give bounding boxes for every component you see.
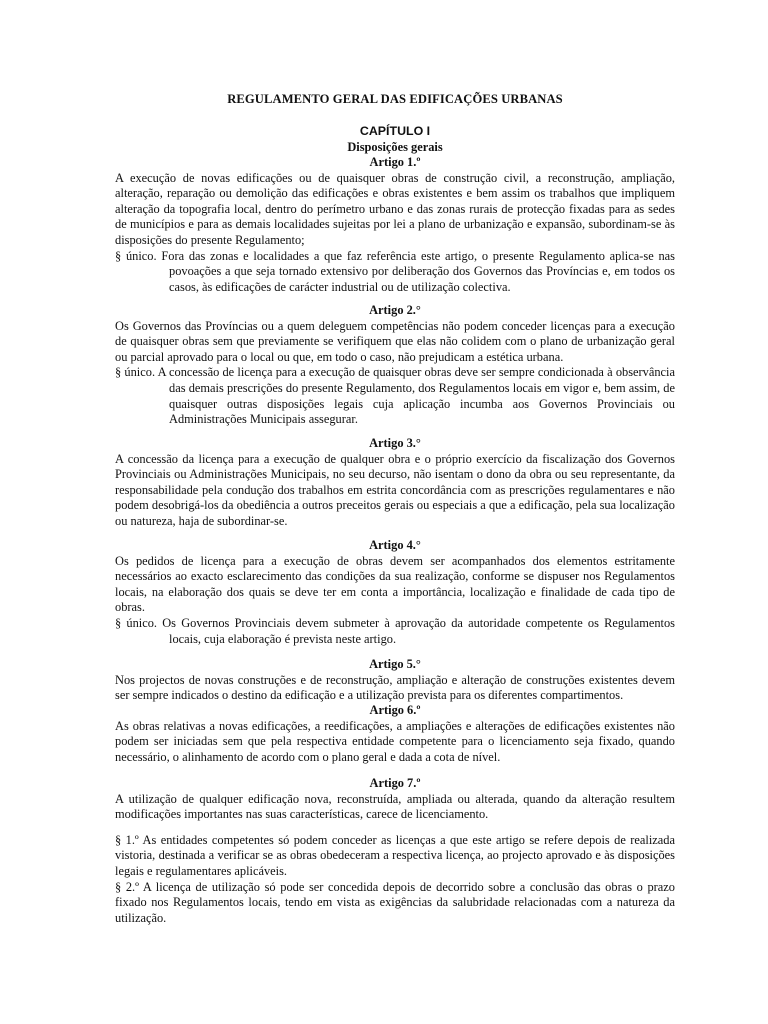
article-4 [115, 538, 675, 647]
article-body: A utilização de qualquer edificação nova, reconstruída, ampliada ou alterada, quando da alteração resultem modificações importantes nas suas características, carece de licenciamento. [115, 791, 675, 822]
article-3 [115, 436, 675, 530]
article-6 [115, 703, 675, 765]
article-heading: Artigo 3.° [369, 436, 421, 450]
article-heading: Artigo 5.° [369, 657, 421, 671]
article-body: A concessão da licença para a execução de qualquer obra e o próprio exercício da fiscalização dos Governos Provinciais ou Administrações Municipais, no seu decurso, não isentam o dono da obra ou seu representante, da responsabilidade pela condução dos trabalhos em estrita concordância com as prescrições regulamentares e não podem desobrigá-los da obediência a outros preceitos gerais ou especiais a que a edificação, pela sua localização ou natureza, haja de subordinar-se. [115, 451, 675, 528]
article-heading: Artigo 1.º [369, 155, 421, 169]
chapter-header [115, 124, 675, 155]
article-1 [115, 155, 675, 295]
article-heading: Artigo 7.º [369, 776, 421, 790]
article-paragraph-2: § 2.º A licença de utilização só pode ser concedida depois de decorrido sobre a conclusão das obras o prazo fixado nos Regulamentos locais, tendo em vista as exigências da salubridade relacionadas com a natureza da utilização. [115, 879, 675, 925]
article-paragraph-unico: § único. Fora das zonas e localidades a que faz referência este artigo, o presente Regulamento aplica-se nas povoações a que seja tornado extensivo por deliberação dos Governos das Províncias e, em todos os casos, às edificações de carácter industrial ou de utilização colectiva. [115, 248, 675, 294]
article-body: Nos projectos de novas construções e de reconstrução, ampliação e alteração de construções existentes devem ser sempre indicados o destino da edificação e a utilização prevista para os diferentes compartimentos. [115, 672, 675, 703]
article-heading: Artigo 4.° [369, 538, 421, 552]
chapter-subtitle: Disposições gerais [347, 139, 443, 154]
article-body: Os Governos das Províncias ou a quem deleguem competências não podem conceder licenças para a execução de quaisquer obras sem que previamente se verifiquem que elas não colidem com o plano de urbanização geral ou parcial aprovado para o local ou que, em todo o caso, não prejudicam a estética urbana. [115, 318, 675, 364]
article-heading: Artigo 6.º [369, 703, 421, 717]
article-heading: Artigo 2.° [369, 303, 421, 317]
chapter-label: CAPÍTULO I [359, 124, 431, 138]
article-paragraph-unico: § único. Os Governos Provinciais devem submeter à aprovação da autoridade competente os Regulamentos locais, cuja elaboração é prevista neste artigo. [115, 615, 675, 646]
article-body: A execução de novas edificações ou de quaisquer obras de construção civil, a reconstrução, ampliação, alteração, reparação ou demolição das edificações e obras existentes e bem assim os trabalhos que impliquem alteração da topografia local, dentro do perímetro urbano e das zonas rurais de protecção fixadas para as sedes de municípios e para as demais localidades sujeitas por lei a plano de urbanização e expansão, subordinam-se às disposições do presente Regulamento; [115, 170, 675, 247]
article-body: Os pedidos de licença para a execução de obras devem ser acompanhados dos elementos estritamente necessários ao exacto esclarecimento das condições da sua realização, conforme se dispuser nos Regulamentos locais, na elaboração dos quais se deve ter em conta a importância, localização e finalidade de cada tipo de obras. [115, 553, 675, 615]
document-title: REGULAMENTO GERAL DAS EDIFICAÇÕES URBANAS [227, 92, 563, 106]
article-paragraph-unico: § único. A concessão de licença para a execução de quaisquer obras deve ser sempre condicionada à observância das demais prescrições do presente Regulamento, dos Regulamentos locais em vigor e, bem assim, de quaisquer outras disposições legais cuja aplicação incumba aos Governos Provinciais ou Administrações Municipais assegurar. [115, 365, 675, 427]
article-paragraph-1: § 1.º As entidades competentes só podem conceder as licenças a que este artigo se refere depois de realizada vistoria, destinada a verificar se as obras obedeceram a respectiva licença, ao projecto aprovado e às disposições legais e regulamentares aplicáveis. [115, 832, 675, 878]
article-body: As obras relativas a novas edificações, a reedificações, a ampliações e alterações de edificações existentes não podem ser iniciadas sem que pela respectiva entidade competente para o licenciamento seja fixado, quando necessário, o alinhamento de acordo com o plano geral e dada a cota de nível. [115, 718, 675, 764]
article-2 [115, 303, 675, 428]
article-5 [115, 657, 675, 704]
article-7 [115, 776, 675, 926]
